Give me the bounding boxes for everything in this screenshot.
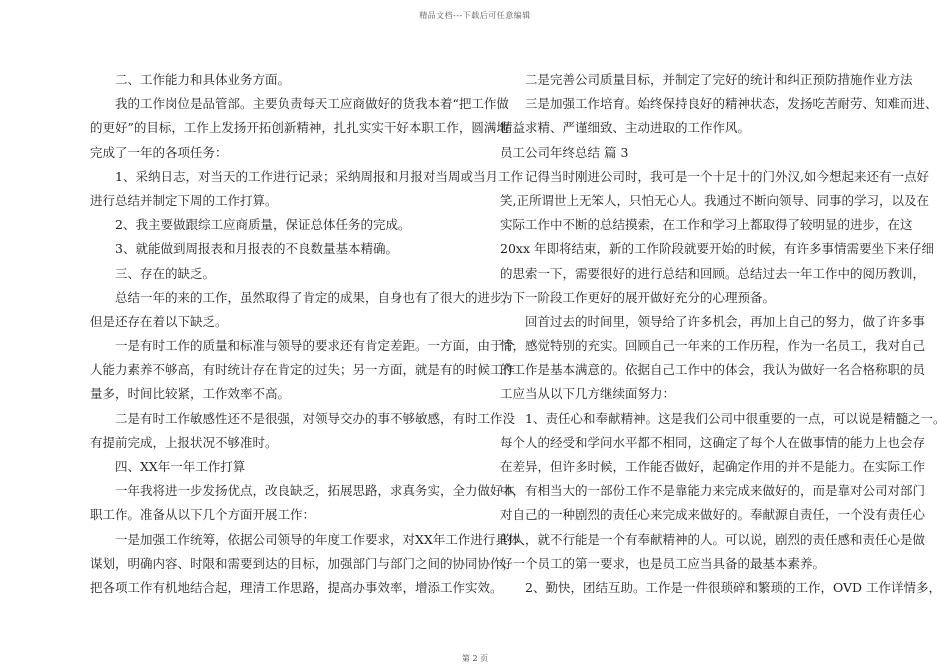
text-line: 在差异，但许多时候，工作能否做好，起确定作用的并不是能力。在实际工作 xyxy=(500,459,926,474)
text-line: 记得当时刚进公司时，我可是一个十足十的门外汉,如今想起来还有一点好 xyxy=(525,168,929,184)
text-line: 的思索一下，需要很好的进行总结和回顾。总结过去一年工作中的阅历教训， xyxy=(500,265,926,281)
text-line: 谋划，明确内容、时限和需要到达的目标，加强部门与部门之间的协同协作， xyxy=(90,555,516,571)
text-line: 二是完善公司质量目标，并制定了完好的统计和纠正预防措施作业方法 xyxy=(525,72,913,87)
text-line: 好一个员工的第一要求，也是员工应当具备的最基本素养。 xyxy=(500,555,826,571)
text-line: 2、我主要做跟综工应商质量，保证总体任务的完成。 xyxy=(115,217,411,233)
text-line: 中，有相当大的一部份工作不是靠能力来完成来做好的，而是靠对公司对部门 xyxy=(500,483,926,499)
text-line: 情，感觉特别的充实。回顾自己一年来的工作历程，作为一名员工，我对自己 xyxy=(500,338,926,354)
text-line: 一是加强工作统筹，依据公司领导的年度工作要求，对XX年工作进行具体 xyxy=(115,531,521,547)
text-line: 一是有时工作的质量和标准与领导的要求还有肯定差距。一方面，由于个 xyxy=(115,338,516,354)
right-column xyxy=(500,68,946,600)
page-number: 第 2 页 xyxy=(461,654,489,663)
text-line: 笑,正所谓世上无笨人，只怕无心人。我通过不断向领导、同事的学习，以及在 xyxy=(500,192,929,208)
text-line: 的更好”的目标，工作上发扬开拓创新精神，扎扎实实干好本职工作，圆满地 xyxy=(90,120,509,136)
text-line: 的工作是基本满意的。依据自己工作中的体会，我认为做好一名合格称职的员 xyxy=(500,362,926,378)
text-line: 二、工作能力和具体业务方面。 xyxy=(115,72,291,87)
text-line: 对自己的一种剧烈的责任心来完成来做好的。奉献源自责任，一个没有责任心 xyxy=(500,507,926,523)
text-line: 一年我将进一步发扬优点，改良缺乏，拓展思路，求真务实，全力做好本 xyxy=(115,483,516,499)
text-line: 为下一阶段工作更好的展开做好充分的心理预备。 xyxy=(500,289,776,305)
text-line: 我的工作岗位是品管部。主要负责每天工应商做好的货我本着“把工作做 xyxy=(115,96,509,112)
text-line: 人能力素养不够高，有时统计存在肯定的过失；另一方面，就是有的时候工作 xyxy=(90,362,516,378)
text-line: 1、责任心和奉献精神。这是我们公司中很重要的一点，可以说是精髓之一。 xyxy=(525,410,946,426)
text-line: 四、XX年一年工作打算 xyxy=(115,459,246,474)
text-line: 员工公司年终总结 篇 3 xyxy=(500,144,629,160)
text-line: 量多，时间比较紧，工作效率不高。 xyxy=(90,386,291,402)
text-line: 总结一年的来的工作，虽然取得了肯定的成果，自身也有了很大的进步， xyxy=(115,289,516,305)
text-line: 20xx 年即将结束，新的工作阶段就要开始的时候，有许多事情需要坐下来仔细 xyxy=(500,241,934,257)
text-line: 工应当从以下几方继续面努力： xyxy=(500,386,676,402)
text-line: 把各项工作有机地结合起，理清工作思路，提高办事效率，增添工作实效。 xyxy=(90,579,503,595)
text-line: 职工作。准备从以下几个方面开展工作： xyxy=(90,507,316,523)
text-line: 回首过去的时间里，领导给了许多机会，再加上自己的努力，做了许多事 xyxy=(525,313,926,329)
text-line: 精益求精、严谨细致、主动进取的工作作风。 xyxy=(500,120,751,136)
text-line: 2、勤快，团结互助。工作是一件很琐碎和繁琐的工作，OVD 工作详情多， xyxy=(525,579,942,595)
text-line: 二是有时工作敏感性还不是很强，对领导交办的事不够敏感，有时工作没 xyxy=(115,410,516,426)
text-line: 每个人的经受和学问水平都不相同，这确定了每个人在做事情的能力上也会存 xyxy=(500,434,926,450)
text-line: 但是还存在着以下缺乏。 xyxy=(90,313,228,329)
text-line: 1、采纳日志，对当天的工作进行记录；采纳周报和月报对当周或当月工作 xyxy=(115,168,523,184)
text-line: 有提前完成，上报状况不够准时。 xyxy=(90,434,278,450)
text-line: 进行总结并制定下周的工作打算。 xyxy=(90,192,278,208)
text-line: 实际工作中不断的总结摸索，在工作和学习上都取得了较明显的进步，在这 xyxy=(500,217,913,233)
text-line: 三、存在的缺乏。 xyxy=(115,265,216,281)
text-line: 3、就能做到周报表和月报表的不良数量基本精确。 xyxy=(115,241,398,257)
text-line: 的人，就不行能是一个有奉献精神的人。可以说，剧烈的责任感和责任心是做 xyxy=(500,531,926,547)
text-line: 三是加强工作培育。始终保持良好的精神状态，发扬吃苦耐劳、知难而进、 xyxy=(525,96,938,112)
page-header: 精品文档---下载后可任意编辑 xyxy=(419,11,531,20)
left-column xyxy=(90,68,523,600)
text-line: 完成了一年的各项任务： xyxy=(90,144,228,160)
